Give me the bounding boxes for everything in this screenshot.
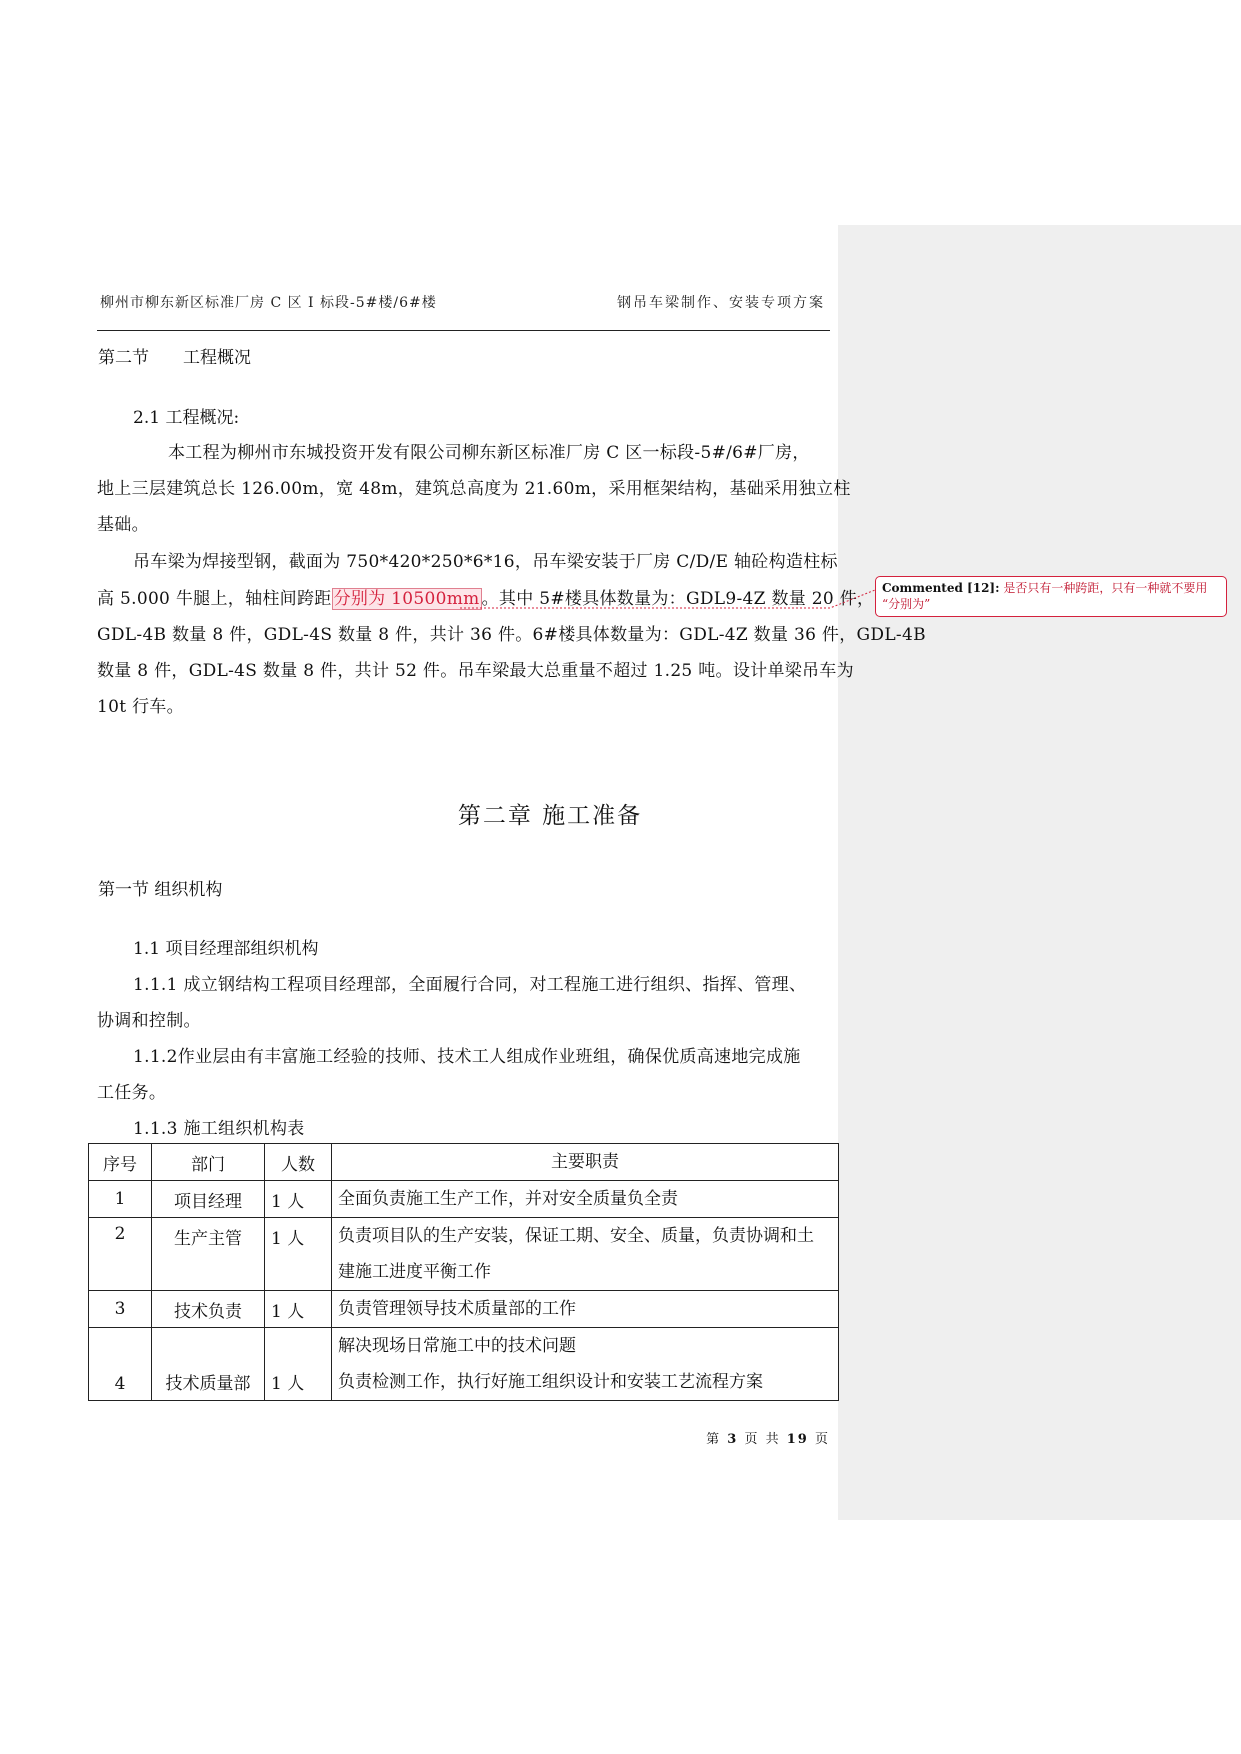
table-row	[89, 1218, 839, 1291]
section-title-1: 第一节 组织机构	[98, 880, 223, 900]
cell-no: 4	[89, 1328, 152, 1401]
page-footer	[0, 1428, 830, 1447]
header-right: 钢吊车梁制作、安装专项方案	[617, 295, 825, 311]
para-112-line1: 1.1.2作业层由有丰富施工经验的技师、技术工人组成作业班组，确保优质高速地完成施	[133, 1047, 801, 1067]
header-no: 序号	[89, 1144, 152, 1181]
header-rule	[97, 330, 830, 331]
duty-line: 负责检测工作，执行好施工组织设计和安装工艺流程方案	[338, 1372, 763, 1392]
cell-num: 1 人	[265, 1181, 332, 1218]
cell-dept: 生产主管	[152, 1218, 265, 1291]
para2-line5: 10t 行车。	[97, 697, 184, 717]
footer-total: 19	[786, 1432, 809, 1447]
para2-line2-pre: 高 5.000 牛腿上，轴柱间跨距	[97, 589, 332, 609]
comment-balloon[interactable]	[875, 576, 1227, 617]
footer-pre: 第	[706, 1432, 722, 1447]
org-table	[88, 1143, 839, 1401]
duty-line: 负责项目队的生产安装，保证工期、安全、质量，负责协调和土	[338, 1226, 814, 1246]
comment-label: Commented [12]:	[882, 581, 1000, 595]
header-left: 柳州市柳东新区标准厂房 C 区 I 标段-5#楼/6#楼	[100, 295, 437, 311]
para2-line4: 数量 8 件，GDL-4S 数量 8 件，共计 52 件。吊车梁最大总重量不超过 1.25 吨。设计单梁吊车为	[97, 661, 854, 681]
para-111-line2: 协调和控制。	[97, 1011, 201, 1031]
comment-text-line1: 是否只有一种跨距，只有一种就不要用	[1003, 581, 1208, 595]
table-row	[89, 1328, 839, 1401]
header-duty: 主要职责	[332, 1144, 839, 1181]
cell-num: 1 人	[265, 1328, 332, 1401]
cell-duty: 全面负责施工生产工作，并对安全质量负全责	[332, 1181, 839, 1218]
para1-line2: 地上三层建筑总长 126.00m，宽 48m，建筑总高度为 21.60m，采用框架结构，基础采用独立柱	[97, 479, 851, 499]
cell-no: 2	[89, 1218, 152, 1291]
comment-text-line2: “分别为”	[882, 597, 931, 611]
chapter-title: 第二章 施工准备	[457, 803, 643, 829]
duty-line: 建施工进度平衡工作	[338, 1262, 491, 1282]
footer-post: 页	[814, 1432, 830, 1447]
table-row	[89, 1181, 839, 1218]
para-111-line1: 1.1.1 成立钢结构工程项目经理部，全面履行合同，对工程施工进行组织、指挥、管理、	[133, 975, 807, 995]
cell-num: 1 人	[265, 1291, 332, 1328]
subsection-1-1: 1.1 项目经理部组织机构	[133, 939, 319, 959]
para-113: 1.1.3 施工组织机构表	[133, 1119, 305, 1139]
para1-line3: 基础。	[97, 515, 149, 535]
para2-line2	[97, 589, 874, 609]
cell-no: 1	[89, 1181, 152, 1218]
cell-duty	[332, 1328, 839, 1401]
para2-line2-post: 。其中 5#楼具体数量为：GDL9-4Z 数量 20 件，	[481, 589, 875, 609]
comment-pane	[838, 225, 1241, 1520]
cell-dept: 技术负责	[152, 1291, 265, 1328]
cell-no: 3	[89, 1291, 152, 1328]
cell-dept: 技术质量部	[152, 1328, 265, 1401]
cell-duty: 负责管理领导技术质量部的工作	[332, 1291, 839, 1328]
cell-num: 1 人	[265, 1218, 332, 1291]
footer-page: 3	[727, 1432, 739, 1447]
table-header-row	[89, 1144, 839, 1181]
para-112-line2: 工任务。	[97, 1083, 167, 1103]
header-num: 人数	[265, 1144, 332, 1181]
table-row	[89, 1291, 839, 1328]
commented-text-highlight[interactable]: 分别为 10500mm	[333, 589, 480, 609]
duty-line: 解决现场日常施工中的技术问题	[338, 1336, 576, 1356]
para1-line1: 本工程为柳州市东城投资开发有限公司柳东新区标准厂房 C 区一标段-5#/6#厂房，	[168, 443, 810, 463]
footer-mid: 页 共	[744, 1432, 781, 1447]
cell-duty	[332, 1218, 839, 1291]
section-title-2: 第二节 工程概况	[98, 348, 251, 368]
para2-line1: 吊车梁为焊接型钢，截面为 750*420*250*6*16，吊车梁安装于厂房 C/D/E 轴砼构造柱标	[133, 552, 838, 572]
header-dept: 部门	[152, 1144, 265, 1181]
para2-line3: GDL-4B 数量 8 件，GDL-4S 数量 8 件，共计 36 件。6#楼具体数量为：GDL-4Z 数量 36 件，GDL-4B	[97, 625, 926, 645]
subsection-2-1: 2.1 工程概况:	[133, 408, 240, 428]
cell-dept: 项目经理	[152, 1181, 265, 1218]
